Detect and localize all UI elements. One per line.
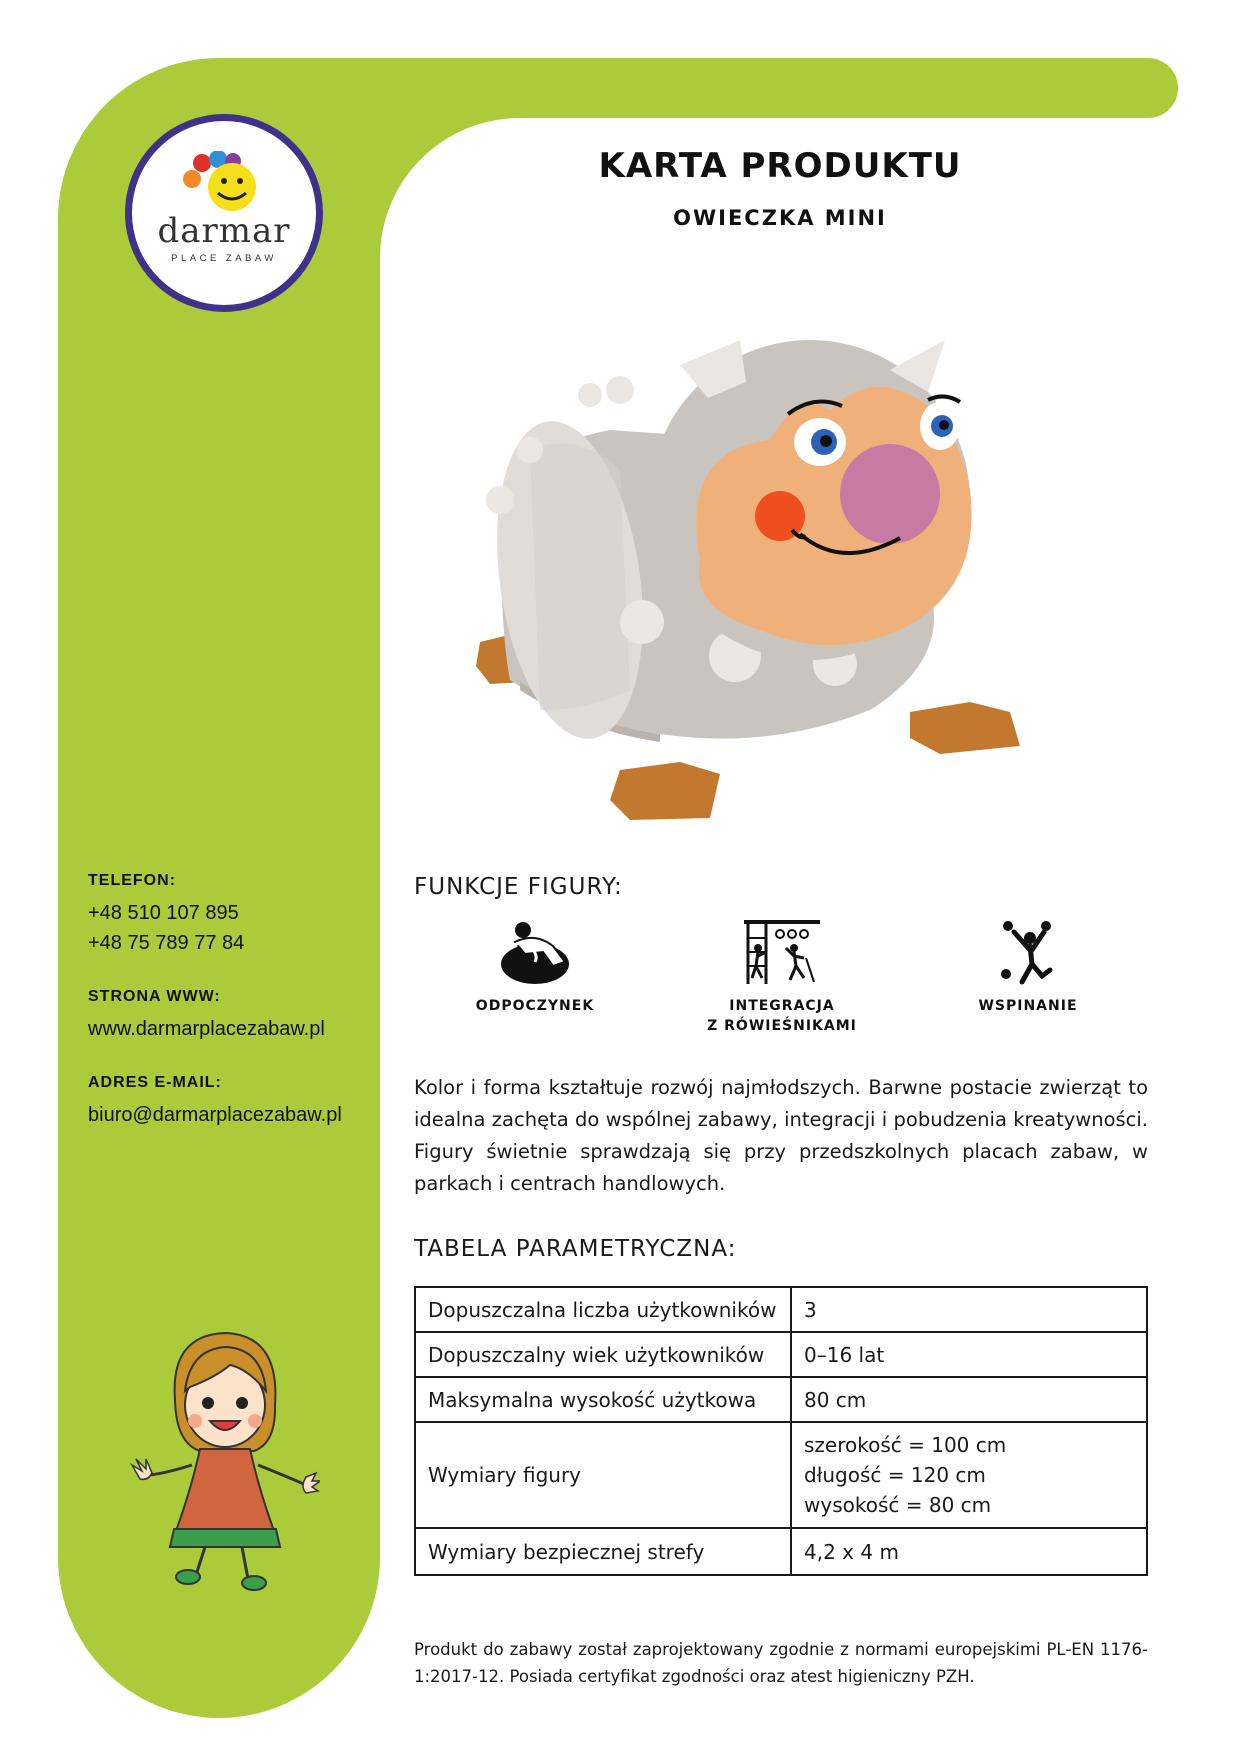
phone-number[interactable]: +48 510 107 895 bbox=[88, 902, 239, 924]
table-row bbox=[415, 1528, 1147, 1575]
parameters-heading: TABELA PARAMETRYCZNA: bbox=[414, 1236, 737, 1262]
dimension-length: długość = 120 cm bbox=[804, 1463, 986, 1487]
logo-bubbles-icon bbox=[178, 151, 270, 215]
functions-heading: FUNKCJE FIGURY: bbox=[414, 874, 623, 900]
climbing-icon bbox=[988, 918, 1068, 986]
contact-label: ADRES E-MAIL: bbox=[88, 1074, 222, 1091]
product-description: Kolor i forma kształtuje rozwój najmłodszych. Barwne postacie zwierząt to idealna zachęta do wspólnej zabawy, integracji i pobudzenia kreatywności. Figury świetnie sprawdzają się przy przedszkolnych placach zabaw, w parkach i centrach handlowych. bbox=[414, 1076, 1148, 1195]
param-name: Dopuszczalny wiek użytkowników bbox=[415, 1332, 791, 1377]
feature-label: WSPINANIE bbox=[978, 998, 1078, 1014]
brand-logo bbox=[125, 114, 323, 312]
rest-icon bbox=[495, 918, 575, 986]
feature-label: ODPOCZYNEK bbox=[475, 998, 595, 1014]
parameters-table bbox=[414, 1286, 1148, 1576]
girl-illustration-icon bbox=[130, 1325, 320, 1595]
param-name: Dopuszczalna liczba użytkowników bbox=[415, 1287, 791, 1332]
table-row bbox=[415, 1377, 1147, 1422]
param-value: 80 cm bbox=[791, 1377, 1147, 1422]
page-title: KARTA PRODUKTU bbox=[598, 146, 962, 186]
sheep-figure-icon bbox=[470, 330, 1110, 850]
contact-email bbox=[88, 1074, 368, 1130]
website-link[interactable]: www.darmarplacezabaw.pl bbox=[88, 1018, 325, 1040]
logo-wordmark: darmar bbox=[157, 211, 291, 251]
contact-website bbox=[88, 988, 368, 1044]
phone-number[interactable]: +48 75 789 77 84 bbox=[88, 932, 245, 954]
param-name: Wymiary figury bbox=[415, 1422, 791, 1528]
table-row bbox=[415, 1332, 1147, 1377]
product-name: OWIECZKA MINI bbox=[673, 206, 887, 230]
param-name: Maksymalna wysokość użytkowa bbox=[415, 1377, 791, 1422]
table-row bbox=[415, 1422, 1147, 1528]
feature-rest bbox=[435, 918, 635, 1016]
contact-label: STRONA WWW: bbox=[88, 988, 221, 1005]
contact-phone bbox=[88, 872, 368, 958]
param-value: 0–16 lat bbox=[791, 1332, 1147, 1377]
contact-label: TELEFON: bbox=[88, 872, 176, 889]
feature-climbing bbox=[928, 918, 1128, 1016]
logo-tagline: PLACE ZABAW bbox=[171, 253, 277, 264]
feature-label: INTEGRACJA Z RÓWIEŚNIKAMI bbox=[707, 998, 857, 1034]
integration-icon bbox=[742, 918, 822, 986]
param-name: Wymiary bezpiecznej strefy bbox=[415, 1528, 791, 1575]
table-row bbox=[415, 1287, 1147, 1332]
contact-info bbox=[88, 872, 368, 1160]
dimension-width: szerokość = 100 cm bbox=[804, 1433, 1007, 1457]
dimension-height: wysokość = 80 cm bbox=[804, 1493, 992, 1517]
email-link[interactable]: biuro@darmarplacezabaw.pl bbox=[88, 1104, 342, 1126]
param-value bbox=[791, 1422, 1147, 1528]
param-value: 3 bbox=[791, 1287, 1147, 1332]
feature-integration bbox=[682, 918, 882, 1036]
param-value: 4,2 x 4 m bbox=[791, 1528, 1147, 1575]
certification-note: Produkt do zabawy został zaprojektowany zgodnie z normami europejskimi PL-EN 1176-1:2017-12. Posiada certyfikat zgodności oraz atest higieniczny PZH. bbox=[414, 1640, 1148, 1686]
